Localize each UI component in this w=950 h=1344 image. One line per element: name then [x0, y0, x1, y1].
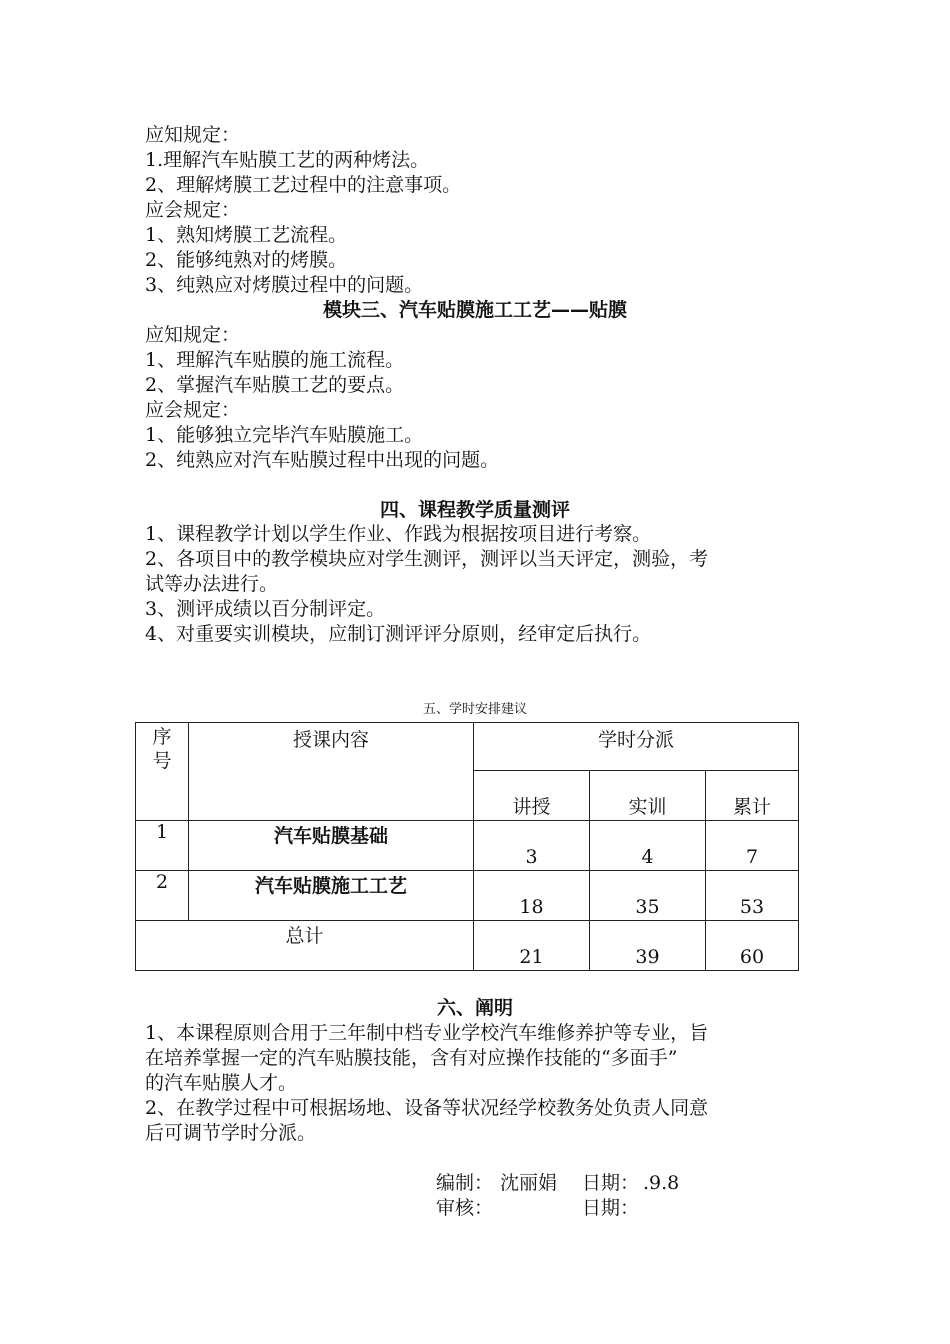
row-content: 汽车贴膜施工工艺 — [189, 871, 474, 921]
header-hours: 学时分派 — [474, 723, 799, 771]
module2-know-item: 2、理解烤膜工艺过程中的注意事项。 — [145, 174, 462, 196]
module2-can-item: 3、纯熟应对烤膜过程中的问题。 — [145, 274, 424, 296]
section4-line: 试等办法进行。 — [145, 573, 279, 595]
module2-can-title: 应会规定： — [145, 199, 241, 221]
module3-know-title: 应知规定： — [145, 324, 241, 346]
total-practice: 39 — [590, 921, 706, 971]
module2-know-title: 应知规定： — [145, 124, 241, 146]
row-seq: 2 — [136, 871, 189, 921]
module2-can-item: 2、能够纯熟对的烤膜。 — [145, 249, 348, 271]
total-label: 总计 — [136, 921, 474, 971]
section4-line: 1、课程教学计划以学生作业、作践为根据按项目进行考察。 — [145, 523, 652, 545]
module3-heading: 模块三、汽车贴膜施工工艺——贴膜 — [322, 299, 627, 321]
section4-heading: 四、课程教学质量测评 — [379, 499, 570, 521]
hours-table — [135, 722, 799, 971]
header-seq: 序 号 — [136, 723, 189, 821]
row-practice: 35 — [590, 871, 706, 921]
header-content: 授课内容 — [189, 723, 474, 821]
row-practice: 4 — [590, 821, 706, 871]
table-row — [136, 871, 799, 921]
section6-line: 在培养掌握一定的汽车贴膜技能，含有对应操作技能的“多面手” — [145, 1047, 678, 1069]
row-lecture: 3 — [474, 821, 590, 871]
total-total: 60 — [706, 921, 799, 971]
module2-know-item: 1.理解汽车贴膜工艺的两种烤法。 — [145, 149, 430, 171]
section6-line: 2、在教学过程中可根据场地、设备等状况经学校教务处负责人同意 — [145, 1097, 709, 1119]
row-lecture: 18 — [474, 871, 590, 921]
module2-can-item: 1、熟知烤膜工艺流程。 — [145, 224, 348, 246]
reviewer-label: 审核： — [436, 1197, 494, 1219]
section4-line: 3、测评成绩以百分制评定。 — [145, 598, 386, 620]
module3-know-item: 1、理解汽车贴膜的施工流程。 — [145, 349, 405, 371]
subheader-lecture: 讲授 — [474, 771, 590, 821]
section4-line: 4、对重要实训模块，应制订测评评分原则，经审定后执行。 — [145, 623, 652, 645]
section6-line: 1、本课程原则合用于三年制中档专业学校汽车维修养护等专业，旨 — [145, 1022, 709, 1044]
date-label: 日期： — [582, 1172, 640, 1194]
module3-can-item: 2、纯熟应对汽车贴膜过程中出现的问题。 — [145, 449, 500, 471]
table-row — [136, 821, 799, 871]
section6-line: 的汽车贴膜人才。 — [145, 1072, 298, 1094]
row-content: 汽车贴膜基础 — [189, 821, 474, 871]
row-total: 7 — [706, 821, 799, 871]
date-value: .9.8 — [643, 1172, 680, 1194]
row-total: 53 — [706, 871, 799, 921]
editor-name: 沈丽娟 — [500, 1172, 558, 1194]
section6-heading: 六、阐明 — [436, 997, 513, 1019]
review-date-label: 日期： — [582, 1197, 640, 1219]
total-row — [136, 921, 799, 971]
section6-line: 后可调节学时分派。 — [145, 1122, 317, 1144]
module3-can-item: 1、能够独立完毕汽车贴膜施工。 — [145, 424, 424, 446]
section5-caption: 五、学时安排建议 — [422, 702, 527, 717]
section4-line: 2、各项目中的教学模块应对学生测评，测评以当天评定，测验，考 — [145, 548, 709, 570]
module3-know-item: 2、掌握汽车贴膜工艺的要点。 — [145, 374, 405, 396]
subheader-total: 累计 — [706, 771, 799, 821]
editor-label: 编制： — [436, 1172, 494, 1194]
module3-can-title: 应会规定： — [145, 399, 241, 421]
row-seq: 1 — [136, 821, 189, 871]
total-lecture: 21 — [474, 921, 590, 971]
subheader-practice: 实训 — [590, 771, 706, 821]
